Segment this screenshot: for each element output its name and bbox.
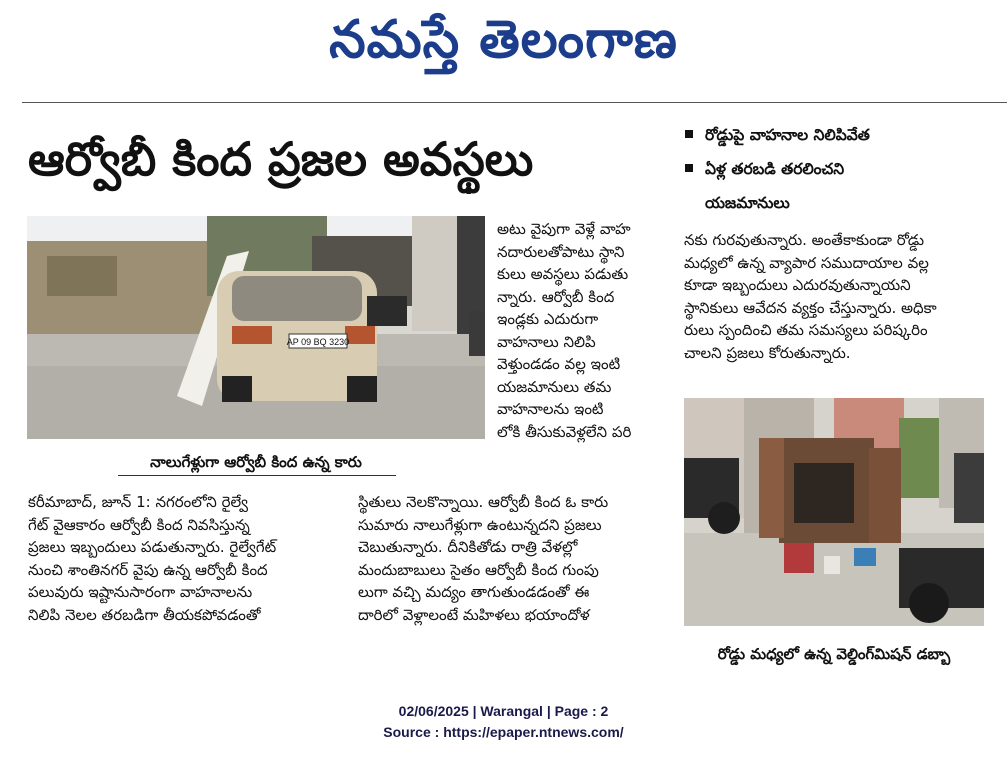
text-line: కరీమాబాద్, జూన్ 1: నగరంలోని రైల్వే: [28, 493, 248, 511]
text-line: స్థానికులు ఆవేదన వ్యక్తం చేస్తున్నారు. అధికా: [684, 298, 937, 317]
car-photo-image: [27, 216, 485, 439]
text-line: చెబుతున్నారు. దీనికితోడు రాత్రి వేళల్లో: [358, 538, 578, 556]
welding-box-photo-image: [684, 398, 984, 626]
text-line: రులు స్పందించి తమ సమస్యలు పరిష్కరిం: [684, 321, 928, 339]
text-line: యజమానులు తమ: [497, 377, 612, 396]
text-line: స్థితులు నెలకొన్నాయి. ఆర్వోబీ కింద ఓ కారు: [358, 493, 609, 511]
text-line: ప్రజలు ఇబ్బందులు పడుతున్నారు. రైల్వేగేట్: [28, 538, 277, 556]
car-photo: [27, 216, 485, 439]
footer-source-link[interactable]: Source : https://epaper.ntnews.com/: [383, 724, 624, 740]
article-column-right: [684, 229, 1002, 364]
text-line: వెళ్తుండడం వల్ల ఇంటి: [497, 355, 621, 373]
text-line: గేట్ వైఆకారం ఆర్వోబీ కింద నివసిస్తున్న: [28, 515, 250, 534]
text-line: మందుబాబులు సైతం ఆర్వోబీ కింద గుంపు: [358, 560, 599, 579]
welding-box-photo: [684, 398, 984, 626]
text-line: వాహనాలను ఇంటి: [497, 400, 604, 418]
text-line: లోకి తీసుకువెళ్లలేని పరి: [497, 422, 632, 441]
footer-date-edition: 02/06/2025 | Warangal | Page : 2: [398, 703, 609, 719]
text-line: నిలిపి నెలల తరబడిగా తీయకపోవడంతో: [28, 605, 261, 624]
text-line: దారిలో వెళ్లాలంటే మహిళలు భయాందోళ: [358, 605, 590, 624]
car-photo-caption: నాలుగేళ్లుగా ఆర్వోబీ కింద ఉన్న కారు: [150, 453, 362, 471]
bullet-item: ఏళ్ల తరబడి తరలించని: [683, 152, 1003, 186]
bullet-item: రోడ్డుపై వాహనాల నిలిపివేత: [683, 118, 1003, 152]
masthead-logo: నమస్తే తెలంగాణ: [329, 10, 678, 70]
text-line: అటు వైపుగా వెళ్లే వాహ: [497, 220, 631, 238]
text-line: ఇండ్లకు ఎదురుగా: [497, 310, 599, 328]
text-line: న్నారు. ఆర్వోబీ కింద: [497, 287, 615, 306]
text-line: వాహనాలు నిలిపి: [497, 332, 596, 351]
text-line: పలువురు ఇష్టానుసారంగా వాహనాలను: [28, 583, 253, 601]
license-plate-text: AP 09 BQ 3230: [286, 337, 350, 347]
article-headline: ఆర్వోబీ కింద ప్రజల అవస్థలు: [28, 132, 534, 186]
bullet-square-icon: [685, 164, 693, 172]
article-column-left: [28, 491, 348, 626]
welding-box-photo-caption: రోడ్డు మధ్యలో ఉన్న వెల్డింగ్‌మిషన్ డబ్బా: [717, 645, 951, 663]
text-line: కులు అవస్థలు పడుతు: [497, 265, 629, 283]
bullet-square-icon: [685, 130, 693, 138]
highlight-bullets: [683, 118, 1003, 220]
text-line: చాలని ప్రజలు కోరుతున్నారు.: [684, 343, 851, 362]
text-line: మధ్యలో ఉన్న వ్యాపార సముదాయాల వల్ల: [684, 253, 929, 272]
header-rule: [22, 102, 1007, 103]
article-column-middle-bottom: [358, 491, 668, 626]
bullet-item-continued: యజమానులు: [705, 194, 790, 212]
text-line: లుగా వచ్చి మద్యం తాగుతుండడంతో ఈ: [358, 583, 590, 601]
text-line: సుమారు నాలుగేళ్లుగా ఉంటున్నదని ప్రజలు: [358, 515, 602, 534]
text-line: నకు గురవుతున్నారు. అంతేకాకుండా రోడ్డు: [684, 231, 925, 249]
article-column-middle-top: [497, 218, 667, 443]
text-line: నుంచి శాంతినగర్ వైపు ఉన్న ఆర్వోబీ కింద: [28, 560, 268, 579]
text-line: కూడా ఇబ్బందులు ఎదురవుతున్నాయని: [684, 276, 911, 294]
text-line: నదారులతోపాటు స్థాని: [497, 242, 625, 261]
caption-underline: [118, 475, 396, 476]
